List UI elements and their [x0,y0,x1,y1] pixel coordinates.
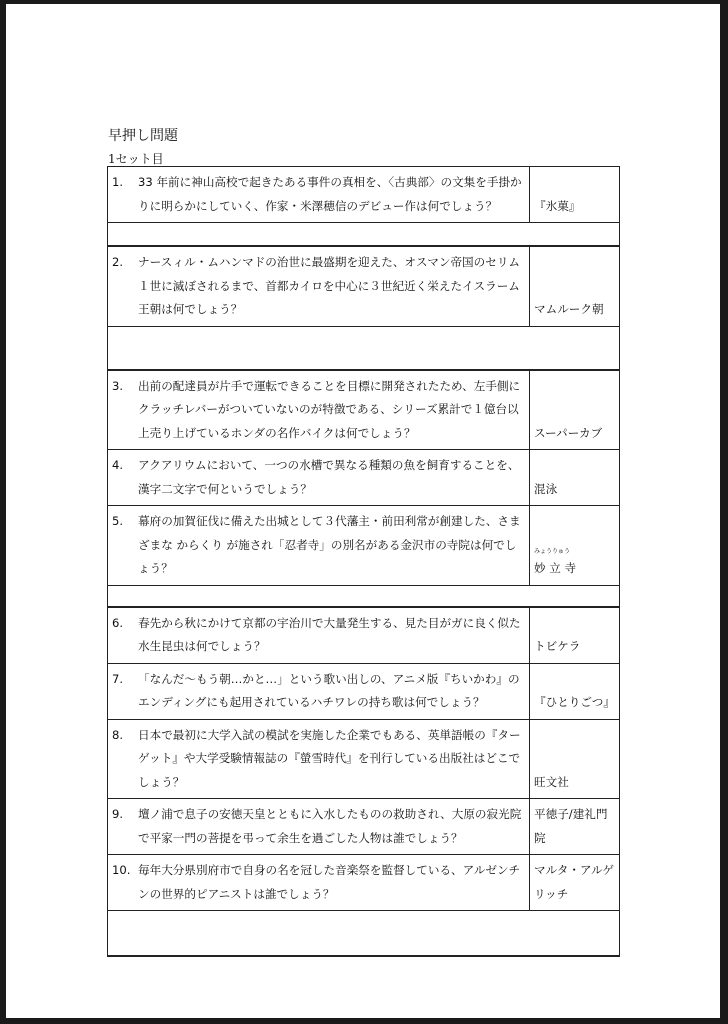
question-text: 33 年前に神山高校で起きたある事件の真相を、〈古典部〉の文集を手掛かりに明らかにしていく、作家・米澤穂信のデビュー作は何でしょう？ [138,175,522,213]
question-text: 出前の配達員が片手で運転できることを目標に開発されたため、左手側にクラッチレバーがついていないのが特徴である、シリーズ累計で１億台以上売り上げているホンダの名作バイクは何でしょう？ [138,378,521,440]
question-row-7 [107,664,620,720]
answer-text: トビケラ [534,639,581,653]
question-text: 春先から秋にかけて京都の宇治川で大量発生する、見た目がガに良く似た水生昆虫は何でしょう？ [138,615,521,653]
answer-ruby: みょうりゅう [534,548,571,555]
question-number: 6. [112,615,124,630]
question-number: 9. [112,807,124,821]
question-row-10 [107,855,620,911]
question-number: 10. [112,863,131,877]
blank-row [107,223,620,247]
question-text: ナースィル・ムハンマドの治世に最盛期を迎えた、オスマン帝国のセリム１世に滅ぼされるまで、首都カイロを中心に３世紀近く栄えたイスラーム王朝は何でしょう？ [138,255,521,316]
answer-text: 妙 立 寺 [534,561,577,575]
question-row-2 [107,247,620,327]
question-text: アクアリウムにおいて、一つの水槽で異なる種類の魚を飼育することを、漢字二文字で何というでしょう？ [138,458,520,496]
question-row-8 [107,720,620,800]
question-row-5 [107,506,620,586]
answer-text: スーパーカブ [534,425,603,440]
document-page [6,4,720,1018]
blank-row [107,911,620,957]
answer-text: 旺文社 [534,774,569,789]
answer-text: 『氷菓』 [534,198,581,213]
answer-text: マルタ・アルゲリッチ [534,863,614,901]
question-row-9 [107,799,620,855]
answer-text: マムルーク朝 [534,302,604,316]
blank-row [107,586,620,608]
question-text: 日本で最初に大学入試の模試を実施した企業でもある、英単語帳の『ターゲット』や大学受験情報誌の『螢雪時代』を刊行している出版社はどこでしょう？ [138,727,521,789]
question-row-6 [107,608,620,664]
question-text: 幕府の加賀征伐に備えた出城として３代藩主・前田利常が創建した、さまざまな からくり が施され「忍者寺」の別名がある金沢市の寺院は何でしょう？ [138,514,521,575]
question-row-4 [107,450,620,506]
answer-text: 混泳 [534,481,558,496]
question-number: 1. [112,175,124,189]
question-number: 2. [112,255,124,269]
page-title: 早押し問題 [108,128,178,144]
question-text: 壇ノ浦で息子の安徳天皇とともに入水したものの救助され、大原の寂光院で平家一門の菩提を弔って余生を過ごした人物は誰でしょう？ [138,807,522,845]
question-number: 4. [112,458,124,472]
set-label: 1セット目 [108,152,164,166]
question-number: 8. [112,727,124,742]
blank-row [107,327,620,371]
question-number: 7. [112,671,124,686]
question-text: 「なんだ〜もう朝…かと…」という歌い出しの、アニメ版『ちいかわ』のエンディングにも起用されているハチワレの持ち歌は何でしょう？ [138,671,520,709]
question-table [107,166,620,957]
question-row-1 [107,166,620,223]
question-text: 毎年大分県別府市で自身の名を冠した音楽祭を監督している、アルゼンチンの世界的ピアニストは誰でしょう？ [138,863,521,901]
answer-text: 平徳子/建礼門院 [534,807,608,845]
question-number: 3. [112,378,124,393]
question-row-3 [107,371,620,451]
answer-text: 『ひとりごつ』 [534,695,615,709]
question-number: 5. [112,514,124,528]
